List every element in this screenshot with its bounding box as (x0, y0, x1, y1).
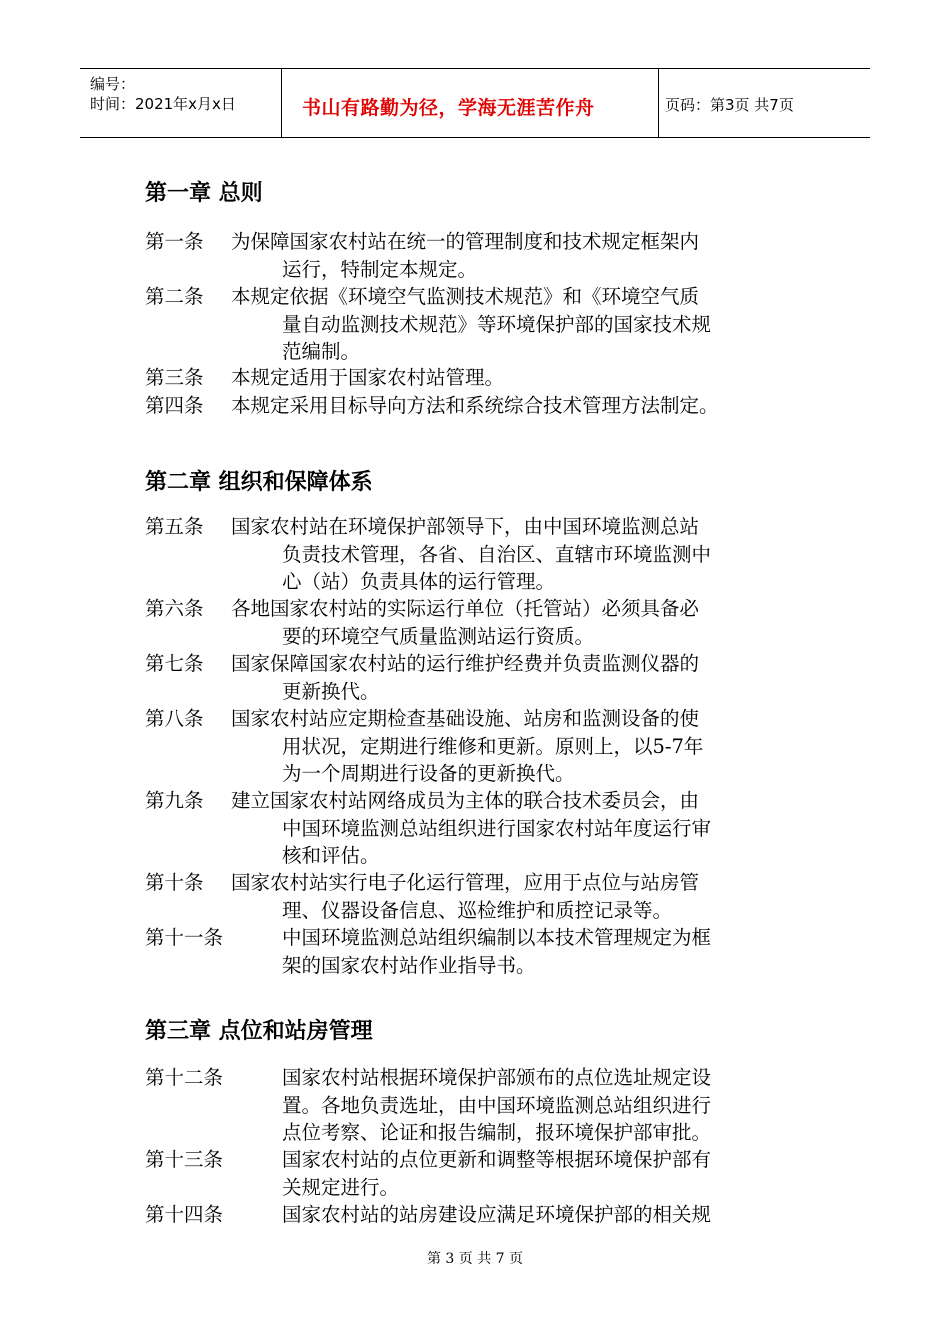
article-number: 第十条 (145, 871, 204, 894)
motto-text: 书山有路勤为径，学海无涯苦作舟 (302, 97, 595, 119)
article-line: 理、仪器设备信息、巡检维护和质控记录等。 (282, 898, 673, 922)
article (145, 1146, 835, 1201)
article-number: 第八条 (145, 707, 204, 730)
article-line: 国家保障国家农村站的运行维护经费并负责监测仪器的 (231, 652, 700, 675)
article-line: 中国环境监测总站组织编制以本技术管理规定为框 (282, 926, 712, 949)
article-line: 关规定进行。 (282, 1175, 400, 1199)
article-line: 国家农村站根据环境保护部颁布的点位选址规定设 (282, 1066, 712, 1089)
article-line: 更新换代。 (282, 679, 380, 703)
article (145, 705, 835, 788)
article-line: 点位考察、论证和报告编制，报环境保护部审批。 (282, 1121, 712, 1144)
article-number: 第七条 (145, 652, 204, 675)
article (145, 513, 835, 596)
article-line: 本规定依据《环境空气监测技术规范》和《环境空气质 (231, 285, 700, 308)
article-line: 量自动监测技术规范》等环境保护部的国家技术规 (282, 312, 712, 336)
article-line: 国家农村站在环境保护部领导下，由中国环境监测总站 (231, 515, 700, 538)
article-line: 为保障国家农村站在统一的管理制度和技术规定框架内 (231, 230, 700, 253)
article-number: 第四条 (145, 394, 204, 417)
article-line: 范编制。 (282, 340, 361, 363)
article (145, 595, 835, 650)
article-line: 本规定适用于国家农村站管理。 (231, 366, 505, 389)
article-line: 国家农村站的点位更新和调整等根据环境保护部有 (282, 1148, 712, 1171)
article (145, 228, 835, 283)
article-line: 置。各地负责选址，由中国环境监测总站组织进行 (282, 1093, 712, 1117)
article-line: 国家农村站的站房建设应满足环境保护部的相关规 (282, 1203, 712, 1226)
article-line: 中国环境监测总站组织进行国家农村站年度运行审 (282, 816, 712, 840)
article-line: 运行，特制定本规定。 (282, 257, 478, 281)
article-line: 要的环境空气质量监测站运行资质。 (282, 624, 595, 648)
article-number: 第十三条 (145, 1148, 224, 1171)
article-number: 第五条 (145, 515, 204, 538)
page-header (80, 68, 870, 138)
article-line: 国家农村站实行电子化运行管理，应用于点位与站房管 (231, 871, 700, 894)
article-line: 建立国家农村站网络成员为主体的联合技术委员会，由 (231, 789, 700, 812)
article-line: 架的国家农村站作业指导书。 (282, 953, 536, 977)
article-line: 核和评估。 (282, 844, 380, 867)
article-number: 第十四条 (145, 1203, 224, 1226)
chapter-title: 第二章 组织和保障体系 (145, 470, 373, 495)
article-number: 第二条 (145, 285, 204, 308)
article-number: 第六条 (145, 597, 204, 620)
article-line: 各地国家农村站的实际运行单位（托管站）必须具备必 (231, 597, 700, 620)
article (145, 787, 835, 870)
chapter-title: 第一章 总则 (145, 181, 263, 206)
article (145, 924, 835, 979)
article (145, 364, 835, 392)
article (145, 392, 835, 420)
page-footer: 第 3 页 共 7 页 (426, 1251, 524, 1267)
article (145, 869, 835, 924)
header-meta-cell (80, 69, 282, 137)
article-number: 第十一条 (145, 926, 224, 949)
article-line: 国家农村站应定期检查基础设施、站房和监测设备的使 (231, 707, 700, 730)
article-number: 第十二条 (145, 1066, 224, 1089)
article-number: 第一条 (145, 230, 204, 253)
header-page-cell (659, 69, 870, 137)
number-label: 编号： (90, 75, 136, 93)
article (145, 1064, 835, 1147)
article-line: 心（站）负责具体的运行管理。 (282, 570, 556, 593)
header-motto-cell (282, 69, 659, 137)
article-number: 第九条 (145, 789, 204, 812)
article (145, 283, 835, 366)
article-line: 本规定采用目标导向方法和系统综合技术管理方法制定。 (231, 394, 719, 417)
chapter-title: 第三章 点位和站房管理 (145, 1019, 373, 1044)
article (145, 1201, 835, 1229)
article-line: 负责技术管理，各省、自治区、直辖市环境监测中 (282, 542, 712, 566)
article-line: 为一个周期进行设备的更新换代。 (282, 762, 575, 785)
time-label: 时间：2021年x月x日 (90, 95, 236, 113)
article (145, 650, 835, 705)
article-line: 用状况，定期进行维修和更新。原则上，以5-7年 (282, 734, 704, 758)
article-number: 第三条 (145, 366, 204, 389)
page-label: 页码：第3页 共7页 (665, 96, 794, 114)
